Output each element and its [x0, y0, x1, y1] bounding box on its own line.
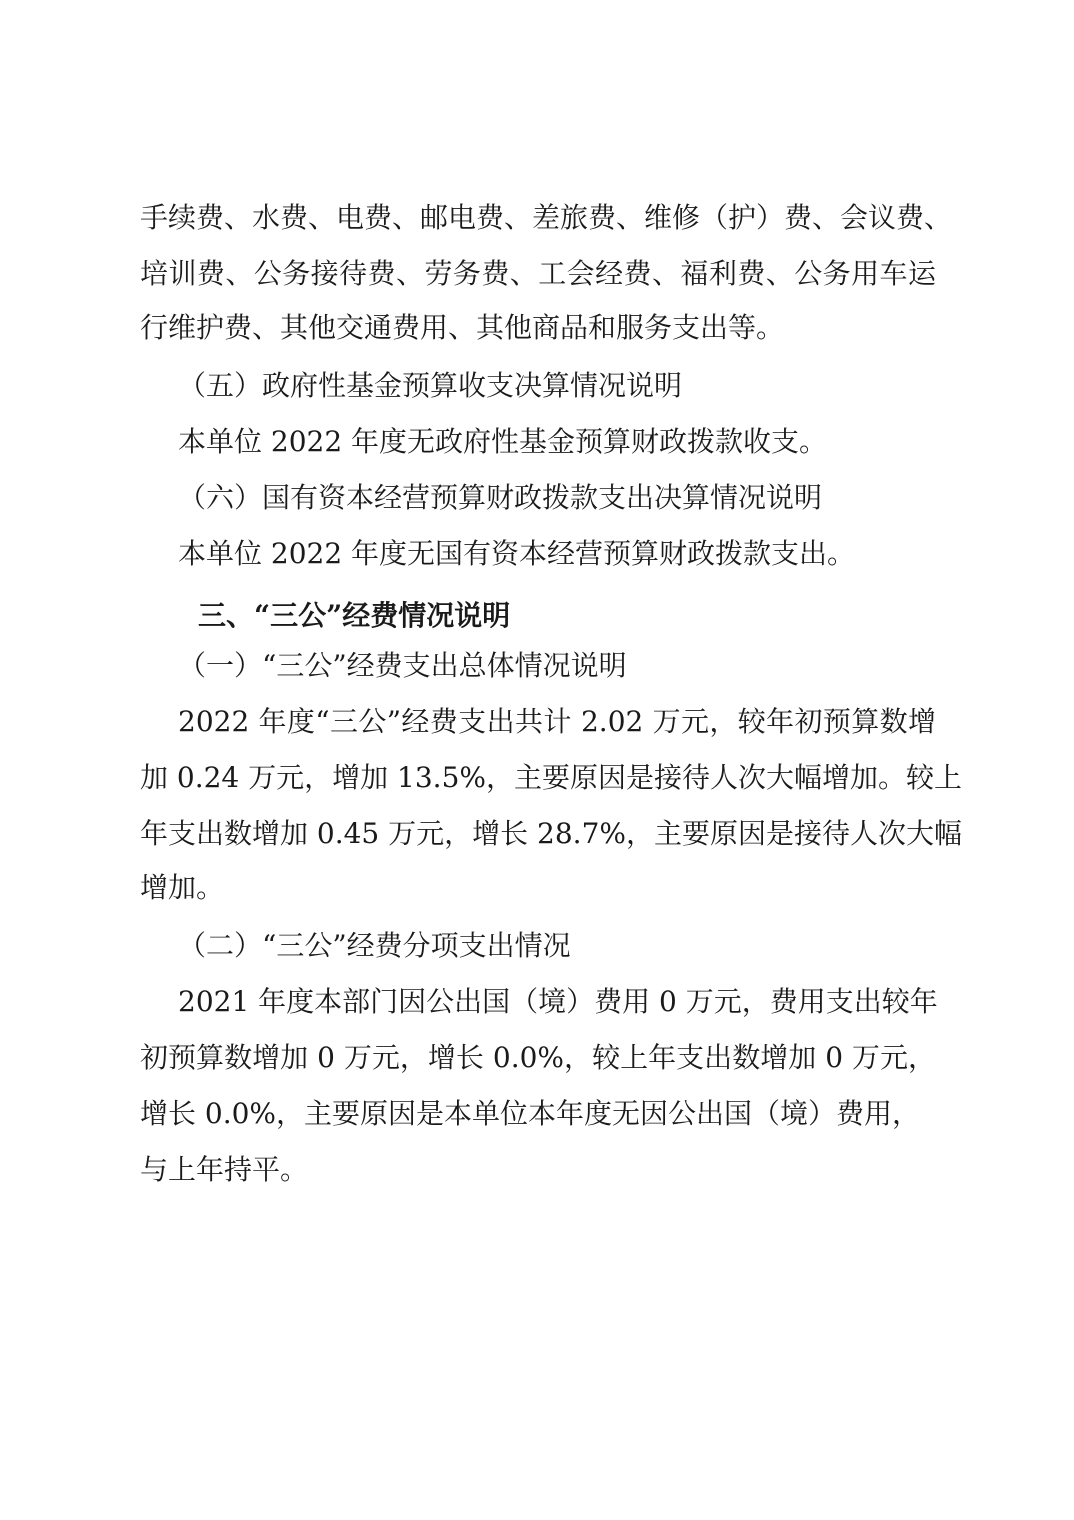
body-text-line: 行维护费、其他交通费用、其他商品和服务支出等。 [140, 311, 785, 344]
body-text-line: 增长 0.0%，主要原因是本单位本年度无因公出国（境）费用， [140, 1097, 921, 1130]
body-text-line: 年支出数增加 0.45 万元，增长 28.7%，主要原因是接待人次大幅 [140, 817, 962, 850]
section-heading: （五）政府性基金预算收支决算情况说明 [178, 369, 683, 402]
subsection-heading: （二）“三公”经费分项支出情况 [178, 929, 571, 962]
body-text-line: 初预算数增加 0 万元，增长 0.0%，较上年支出数增加 0 万元， [140, 1041, 936, 1074]
section-text: 本单位 2022 年度无政府性基金预算财政拨款收支。 [178, 425, 828, 458]
chapter-heading: 三、“三公”经费情况说明 [198, 599, 511, 632]
section-text: 本单位 2022 年度无国有资本经营预算财政拨款支出。 [178, 537, 856, 570]
section-heading: （六）国有资本经营预算财政拨款支出决算情况说明 [178, 481, 823, 514]
body-text-line: 加 0.24 万元，增加 13.5%，主要原因是接待人次大幅增加。较上 [140, 761, 962, 794]
body-text-line: 2021 年度本部门因公出国（境）费用 0 万元，费用支出较年 [178, 985, 938, 1018]
body-text-line: 培训费、公务接待费、劳务费、工会经费、福利费、公务用车运 [140, 257, 936, 290]
body-text-line: 增加。 [140, 871, 225, 904]
subsection-heading: （一）“三公”经费支出总体情况说明 [178, 649, 627, 682]
body-text-line: 手续费、水费、电费、邮电费、差旅费、维修（护）费、会议费、 [140, 201, 953, 234]
body-text-line: 与上年持平。 [140, 1153, 309, 1186]
body-text-line: 2022 年度“三公”经费支出共计 2.02 万元，较年初预算数增 [178, 705, 936, 738]
